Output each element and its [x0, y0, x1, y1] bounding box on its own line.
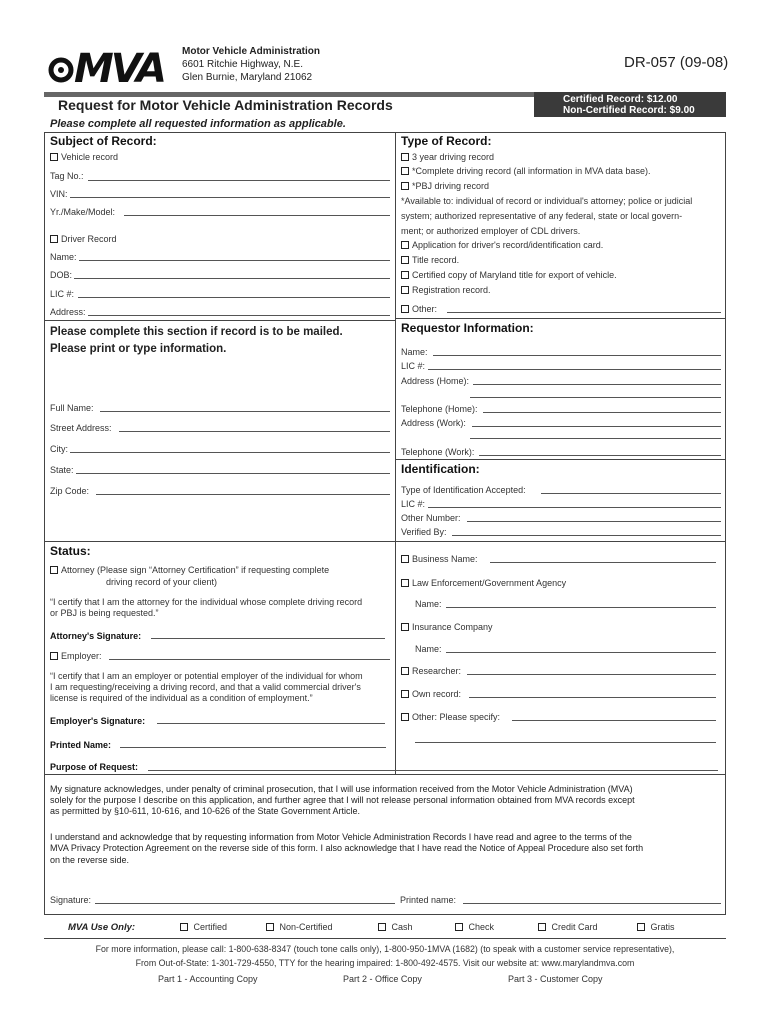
city-input[interactable]	[70, 452, 390, 453]
requestor-heading: Requestor Information:	[401, 321, 534, 335]
dob-label: DOB:	[50, 270, 73, 280]
own-record-checkbox[interactable]: Own record:	[401, 689, 461, 699]
type-other-input[interactable]	[447, 312, 721, 313]
checkbox-icon[interactable]	[401, 167, 409, 175]
type-note-2: system; authorized representative of any federal, state or local govern-	[401, 211, 683, 221]
street-label: Street Address:	[50, 423, 112, 433]
checkbox-icon[interactable]	[378, 923, 386, 931]
id-type-input[interactable]	[541, 493, 721, 494]
footer-info-2: From Out-of-State: 1-301-729-4550, TTY for the hearing impaired: 1-800-492-4575. Visit our website at: www.marylandmva.com	[135, 958, 635, 968]
purpose-input[interactable]	[148, 770, 718, 771]
own-record-input[interactable]	[469, 697, 716, 698]
checkbox-icon[interactable]	[455, 923, 463, 931]
checkbox-icon[interactable]	[401, 623, 409, 631]
non-certified-fee: Non-Certified Record: $9.00	[563, 105, 695, 116]
purpose-label: Purpose of Request:	[50, 762, 139, 772]
printed-name-input[interactable]	[120, 747, 386, 748]
zip-label: Zip Code:	[50, 486, 90, 496]
id-other-label: Other Number:	[401, 513, 461, 523]
type-other-checkbox[interactable]: Other:	[401, 304, 437, 314]
printed-name-footer-input[interactable]	[463, 903, 721, 904]
checkbox-icon[interactable]	[50, 153, 58, 161]
state-input[interactable]	[76, 473, 390, 474]
ack-para-1b: solely for the purpose I describe on this application, and further agree that I will not release personal information obtained from MVA records except	[50, 795, 635, 805]
identification-heading: Identification:	[401, 462, 480, 476]
law-name-input[interactable]	[446, 607, 716, 608]
full-name-input[interactable]	[100, 411, 390, 412]
mva-use-label: MVA Use Only:	[68, 922, 136, 933]
req-tel-work-input[interactable]	[479, 455, 721, 456]
employer-signature-label: Employer's Signature:	[50, 716, 146, 726]
instruction-text: Please complete all requested information as applicable.	[50, 118, 346, 130]
req-addr-home-label: Address (Home):	[401, 376, 470, 386]
id-verified-label: Verified By:	[401, 527, 447, 537]
employer-input[interactable]	[109, 659, 390, 660]
req-addr-home-input[interactable]	[473, 384, 721, 385]
mva-logo-icon	[44, 46, 180, 86]
req-tel-work-label: Telephone (Work):	[401, 447, 475, 457]
type-heading: Type of Record:	[401, 134, 492, 148]
ack-para-2b: MVA Privacy Protection Agreement on the reverse side of this form. I also acknowledge that I have read the Notice of Appeal Procedure also set forth	[50, 843, 644, 853]
tag-label: Tag No.:	[50, 171, 84, 181]
part-3-label: Part 3 - Customer Copy	[508, 974, 603, 984]
yr-make-model-label: Yr./Make/Model:	[50, 207, 116, 217]
name-input[interactable]	[79, 260, 390, 261]
state-label: State:	[50, 465, 74, 475]
lic-input[interactable]	[78, 297, 390, 298]
street-input[interactable]	[119, 431, 390, 432]
checkbox-icon[interactable]	[401, 286, 409, 294]
form-number: DR-057 (09-08)	[624, 54, 729, 71]
attorney-cert-1: “I certify that I am the attorney for the individual whose complete driving record	[50, 597, 363, 607]
employer-cert-3: license is required of the individual as a condition of employment.”	[50, 693, 313, 703]
checkbox-icon[interactable]	[401, 241, 409, 249]
status-heading: Status:	[50, 544, 91, 558]
type-note-1: *Available to: individual of record or individual's attorney; police or judicial	[401, 196, 693, 206]
req-addr-home-input-2[interactable]	[470, 397, 721, 398]
checkbox-icon[interactable]	[401, 555, 409, 563]
id-verified-input[interactable]	[452, 535, 721, 536]
checkbox-icon[interactable]	[266, 923, 274, 931]
name-label: Name:	[50, 252, 77, 262]
subject-heading: Subject of Record:	[50, 134, 157, 148]
address-input[interactable]	[88, 315, 390, 316]
attorney-checkbox[interactable]: Attorney (Please sign “Attorney Certification” if requesting complete	[50, 565, 329, 575]
attorney-signature-label: Attorney's Signature:	[50, 631, 142, 641]
full-name-label: Full Name:	[50, 403, 94, 413]
tag-input[interactable]	[88, 180, 390, 181]
checkbox-icon[interactable]	[401, 667, 409, 675]
ack-para-1c: as permitted by §10-611, 10-616, and 10-626 of the State Government Article.	[50, 806, 361, 816]
req-addr-work-input-2[interactable]	[470, 438, 721, 439]
ack-para-2c: on the reverse side.	[50, 855, 130, 865]
printed-name-footer-label: Printed name:	[400, 895, 457, 905]
signature-label: Signature:	[50, 895, 92, 905]
req-lic-input[interactable]	[428, 369, 721, 370]
checkbox-icon[interactable]	[180, 923, 188, 931]
checkbox-icon[interactable]	[401, 271, 409, 279]
type-complete-checkbox[interactable]: *Complete driving record (all information in MVA data base).	[401, 166, 650, 176]
id-lic-input[interactable]	[428, 507, 721, 508]
ack-para-1a: My signature acknowledges, under penalty of criminal prosecution, that I will use information received from the Motor Vehicle Administration (MVA)	[50, 784, 633, 794]
footer-info-1: For more information, please call: 1-800-638-8347 (touch tone calls only), 1-800-950-1MVA (1682) (to speak with a customer service representative),	[95, 944, 675, 954]
req-addr-work-label: Address (Work):	[401, 418, 466, 428]
other-specify-checkbox[interactable]: Other: Please specify:	[401, 712, 500, 722]
req-lic-label: LIC #:	[401, 361, 426, 371]
mva-certified-checkbox[interactable]: Certified	[180, 922, 227, 932]
id-other-input[interactable]	[467, 521, 721, 522]
address-label: Address:	[50, 307, 86, 317]
part-1-label: Part 1 - Accounting Copy	[158, 974, 258, 984]
city-label: City:	[50, 444, 68, 454]
agency-address-1: 6601 Ritchie Highway, N.E.	[182, 59, 303, 70]
vehicle-record-checkbox[interactable]: Vehicle record	[50, 152, 118, 162]
driver-record-checkbox[interactable]: Driver Record	[50, 234, 117, 244]
type-certified-copy-checkbox[interactable]: Certified copy of Maryland title for export of vehicle.	[401, 270, 617, 280]
other-specify-input-2[interactable]	[415, 742, 716, 743]
insurance-checkbox[interactable]: Insurance Company	[401, 622, 493, 632]
checkbox-icon[interactable]	[401, 305, 409, 313]
type-note-3: ment; or authorized employer of CDL drivers.	[401, 226, 581, 236]
ins-name-input[interactable]	[446, 652, 716, 653]
mail-instruction-1: Please complete this section if record is to be mailed.	[50, 326, 343, 338]
mva-cash-checkbox[interactable]: Cash	[378, 922, 413, 932]
attorney-note: driving record of your client)	[106, 577, 218, 587]
employer-checkbox[interactable]: Employer:	[50, 651, 102, 661]
req-name-label: Name:	[401, 347, 428, 357]
req-name-input[interactable]	[433, 355, 721, 356]
id-lic-label: LIC #:	[401, 499, 426, 509]
type-title-checkbox[interactable]: Title record.	[401, 255, 459, 265]
ins-name-label: Name:	[415, 644, 442, 654]
attorney-cert-2: or PBJ is being requested.”	[50, 608, 159, 618]
checkbox-icon[interactable]	[538, 923, 546, 931]
type-application-checkbox[interactable]: Application for driver's record/identification card.	[401, 240, 603, 250]
printed-name-label: Printed Name:	[50, 740, 112, 750]
business-input[interactable]	[490, 562, 716, 563]
law-name-label: Name:	[415, 599, 442, 609]
mva-check-checkbox[interactable]: Check	[455, 922, 494, 932]
business-checkbox[interactable]: Business Name:	[401, 554, 478, 564]
checkbox-icon[interactable]	[401, 256, 409, 264]
mva-credit-card-checkbox[interactable]: Credit Card	[538, 922, 598, 932]
attorney-signature-input[interactable]	[151, 638, 385, 639]
other-specify-input[interactable]	[512, 720, 716, 721]
vin-input[interactable]	[70, 197, 390, 198]
employer-cert-1: “I certify that I am an employer or potential employer of the individual for whom	[50, 671, 363, 681]
checkbox-icon[interactable]	[637, 923, 645, 931]
zip-input[interactable]	[96, 494, 390, 495]
mva-non-certified-checkbox[interactable]: Non-Certified	[266, 922, 333, 932]
employer-signature-input[interactable]	[157, 723, 385, 724]
signature-input[interactable]	[95, 903, 395, 904]
law-enforcement-checkbox[interactable]: Law Enforcement/Government Agency	[401, 578, 566, 588]
type-3yr-checkbox[interactable]: 3 year driving record	[401, 152, 494, 162]
req-addr-work-input[interactable]	[472, 426, 721, 427]
agency-name: Motor Vehicle Administration	[182, 46, 320, 57]
agency-address-2: Glen Burnie, Maryland 21062	[182, 72, 313, 83]
yr-make-model-input[interactable]	[124, 215, 390, 216]
checkbox-icon[interactable]	[401, 690, 409, 698]
req-tel-home-label: Telephone (Home):	[401, 404, 478, 414]
vin-label: VIN:	[50, 189, 68, 199]
type-pbj-checkbox[interactable]: *PBJ driving record	[401, 181, 489, 191]
mva-gratis-checkbox[interactable]: Gratis	[637, 922, 675, 932]
checkbox-icon[interactable]	[401, 153, 409, 161]
checkbox-icon[interactable]	[401, 579, 409, 587]
checkbox-icon[interactable]	[401, 713, 409, 721]
checkbox-icon[interactable]	[50, 566, 58, 574]
mail-instruction-2: Please print or type information.	[50, 343, 227, 355]
form-title: Request for Motor Vehicle Administration Records	[58, 97, 393, 113]
certified-fee: Certified Record: $12.00	[563, 94, 678, 105]
employer-cert-2: I am requesting/receiving a driving record, and that a valid commercial driver's	[50, 682, 361, 692]
researcher-checkbox[interactable]: Researcher:	[401, 666, 461, 676]
checkbox-icon[interactable]	[50, 235, 58, 243]
ack-para-2a: I understand and acknowledge that by requesting information from Motor Vehicle Administration Records I have read and agree to the terms of the	[50, 832, 632, 842]
req-tel-home-input[interactable]	[483, 412, 721, 413]
svg-text:MVA: MVA	[74, 46, 165, 86]
mva-logo	[44, 46, 180, 86]
researcher-input[interactable]	[467, 674, 716, 675]
type-registration-checkbox[interactable]: Registration record.	[401, 285, 491, 295]
dob-input[interactable]	[74, 278, 390, 279]
checkbox-icon[interactable]	[50, 652, 58, 660]
part-2-label: Part 2 - Office Copy	[343, 974, 422, 984]
checkbox-icon[interactable]	[401, 182, 409, 190]
id-type-label: Type of Identification Accepted:	[401, 485, 526, 495]
lic-label: LIC #:	[50, 289, 75, 299]
